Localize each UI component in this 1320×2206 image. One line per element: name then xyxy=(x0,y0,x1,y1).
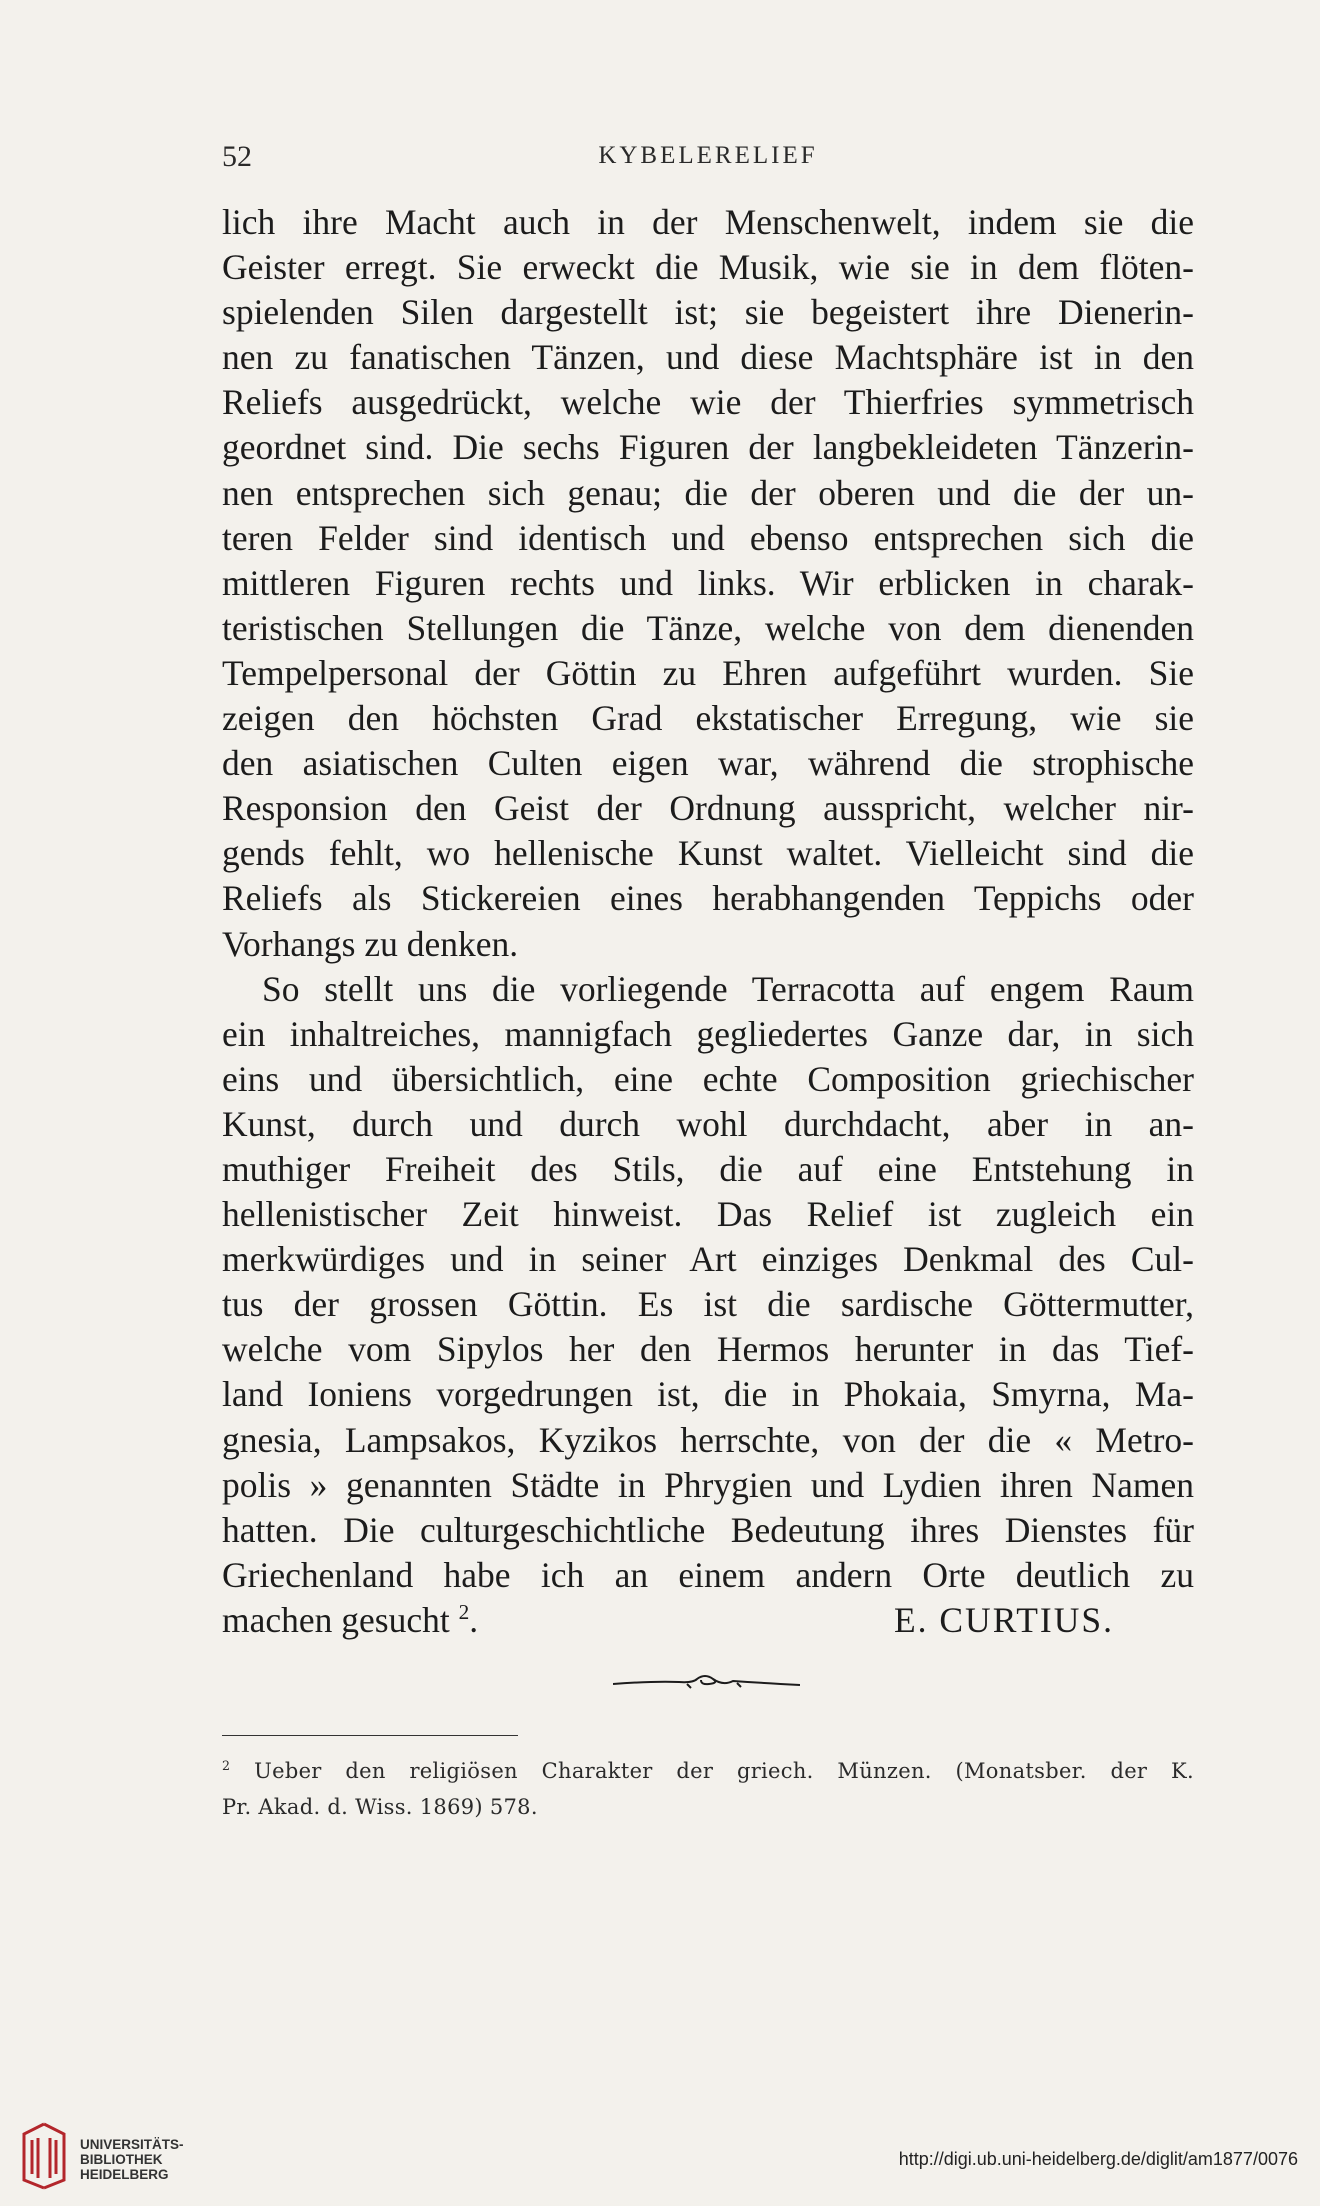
text-line: mittleren Figuren rechts und links. Wir erblicken in charak- xyxy=(222,562,1194,603)
text-line: Reliefs ausgedrückt, welche wie der Thierfries symmetrisch xyxy=(222,382,1194,423)
text-line: ein inhaltreiches, mannigfach gegliedertes Ganze dar, in sich xyxy=(222,1013,1194,1054)
text-line: So stellt uns die vorliegende Terracotta auf engem Raum xyxy=(262,968,1194,1009)
closing-text: machen gesucht $^2$. xyxy=(222,1599,479,1640)
ornament-divider xyxy=(613,1670,800,1694)
library-logo-icon xyxy=(14,2118,74,2190)
text-line: hellenistischer Zeit hinweist. Das Relief ist zugleich ein xyxy=(222,1194,1194,1235)
footnote-reference[interactable]: 2 xyxy=(458,1600,470,1625)
text-line: Vorhangs zu denken. xyxy=(222,923,519,964)
running-title: KYBELERELIEF xyxy=(598,142,818,169)
body-text xyxy=(222,200,1194,1643)
text-line: Griechenland habe ich an einem andern Orte deutlich zu xyxy=(222,1554,1194,1595)
text-line: Geister erregt. Sie erweckt die Musik, wie sie in dem flöten- xyxy=(222,247,1194,288)
text-line: teristischen Stellungen die Tänze, welche von dem dienenden xyxy=(222,607,1194,648)
text-line: Tempelpersonal der Göttin zu Ehren aufgeführt wurden. Sie xyxy=(222,652,1194,693)
text-line: nen zu fanatischen Tänzen, und diese Machtsphäre ist in den xyxy=(222,337,1194,378)
text-line: Responsion den Geist der Ordnung ausspricht, welcher nir- xyxy=(222,788,1194,829)
footnote-marker: 2 xyxy=(222,1758,231,1773)
text-line: tus der grossen Göttin. Es ist die sardische Göttermutter, xyxy=(222,1284,1194,1325)
text-line: welche vom Sipylos her den Hermos herunter in das Tief- xyxy=(222,1329,1194,1370)
text-line: lich ihre Macht auch in der Menschenwelt, indem sie die xyxy=(222,202,1194,242)
text-line: gnesia, Lampsakos, Kyzikos herrschte, von der die « Metro- xyxy=(222,1419,1194,1460)
source-url-link[interactable]: http://digi.ub.uni-heidelberg.de/diglit/am1877/0076 xyxy=(898,2149,1298,2169)
text-line: zeigen den höchsten Grad ekstatischer Erregung, wie sie xyxy=(222,698,1194,739)
footnote-line: $^2$ Ueber den religiösen Charakter der griech. Münzen. (Monatsber. der K. xyxy=(222,1758,1194,1783)
text-line: muthiger Freiheit des Stils, die auf eine Entstehung in xyxy=(222,1148,1194,1189)
text-line: den asiatischen Culten eigen war, während die strophische xyxy=(222,743,1194,784)
text-line: geordnet sind. Die sechs Figuren der langbekleideten Tänzerin- xyxy=(222,427,1194,468)
running-head xyxy=(222,140,1194,180)
text-line: spielenden Silen dargestellt ist; sie begeistert ihre Dienerin- xyxy=(222,292,1194,333)
text-line: gends fehlt, wo hellenische Kunst waltet. Vielleicht sind die xyxy=(222,833,1194,874)
text-line: hatten. Die culturgeschichtliche Bedeutung ihres Dienstes für xyxy=(222,1509,1194,1550)
text-line: land Ioniens vorgedrungen ist, die in Phokaia, Smyrna, Ma- xyxy=(222,1374,1194,1415)
text-line: eins und übersichtlich, eine echte Composition griechischer xyxy=(222,1058,1194,1099)
text-line: teren Felder sind identisch und ebenso entsprechen sich die xyxy=(222,517,1194,558)
author-signature: E. CURTIUS. xyxy=(893,1599,1114,1640)
text-line: polis » genannten Städte in Phrygien und Lydien ihren Namen xyxy=(222,1464,1194,1505)
footnote-line: Pr. Akad. d. Wiss. 1869) 578. xyxy=(222,1795,538,1819)
text-line: merkwürdiges und in seiner Art einziges Denkmal des Cul- xyxy=(222,1239,1194,1280)
text-line: Reliefs als Stickereien eines herabhangenden Teppichs oder xyxy=(222,878,1194,919)
footnote-rule xyxy=(222,1735,518,1736)
page-number: 52 xyxy=(222,140,252,173)
text-line: nen entsprechen sich genau; die der oberen und die der un- xyxy=(222,472,1194,513)
closing-line xyxy=(222,1598,1194,1643)
footnotes xyxy=(222,1753,1194,1825)
text-line: Kunst, durch und durch wohl durchdacht, aber in an- xyxy=(222,1103,1194,1144)
library-name: UNIVERSITÄTS- BIBLIOTHEK HEIDELBERG xyxy=(80,2137,184,2182)
